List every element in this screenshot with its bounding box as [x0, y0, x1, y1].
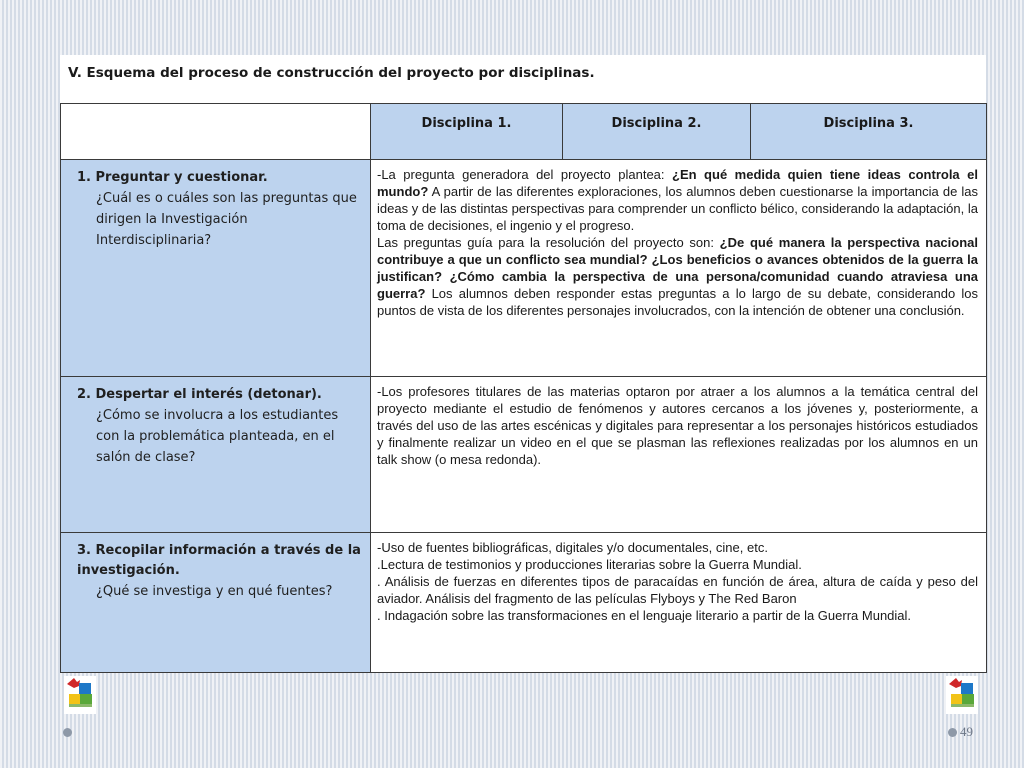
page-number: 49: [960, 724, 973, 739]
table-title: V. Esquema del proceso de construcción del proyecto por disciplinas.: [68, 65, 595, 81]
header-blank-cell: [61, 104, 371, 160]
text-segment: -Uso de fuentes bibliográficas, digitales y/o documentales, cine, etc.: [377, 540, 768, 555]
row-title: 3. Recopilar información a través de la investigación.: [77, 543, 361, 578]
bullet-dot-icon: [63, 728, 72, 737]
text-segment: . Análisis de fuerzas en diferentes tipos de paracaídas en función de área, altura de caída y peso del aviador. Análisis del fragmento de las películas Flyboys y The Red Baron: [377, 574, 978, 606]
row-question: ¿Cómo se involucra a los estudiantes con la problemática planteada, en el salón de clase?: [96, 408, 339, 465]
row-content: [371, 160, 987, 377]
table-row: [61, 377, 987, 533]
text-segment: .Lectura de testimonios y producciones literarias sobre la Guerra Mundial.: [377, 557, 802, 572]
header-discipline-1: Disciplina 1.: [371, 104, 563, 160]
puzzle-logo-icon: [946, 676, 974, 710]
header-discipline-2: Disciplina 2.: [563, 104, 751, 160]
discipline-table: [60, 103, 987, 673]
text-segment: Las preguntas guía para la resolución del proyecto son:: [377, 235, 720, 250]
row-label-cell: [61, 533, 371, 673]
text-segment: -La pregunta generadora del proyecto plantea:: [377, 167, 673, 182]
header-discipline-3: Disciplina 3.: [751, 104, 987, 160]
text-segment: . Indagación sobre las transformaciones en el lenguaje literario a partir de la Guerra Mundial.: [377, 608, 912, 623]
text-segment: Los alumnos deben responder estas preguntas a lo largo de su debate, considerando los puntos de vista de los diferentes personajes involucrados, con la intención de obtener una conclusión.: [377, 286, 978, 318]
text-segment: A partir de las diferentes exploraciones, los alumnos deben cuestionarse la importancia de las ideas y de las distintas perspectivas para comprender un conflicto bélico, considerando la adaptación, la toma de decisiones, el ingenio y el progreso.: [377, 184, 978, 233]
puzzle-logo-svg: [64, 676, 96, 714]
header-row: [61, 104, 987, 160]
row-label-cell: [61, 377, 371, 533]
row-question: ¿Cuál es o cuáles son las preguntas que dirigen la Investigación Interdisciplinaria?: [96, 191, 357, 248]
row-title: 1. Preguntar y cuestionar.: [77, 170, 268, 185]
puzzle-logo-svg: [946, 676, 978, 714]
document-sheet: [60, 55, 986, 623]
bold-text-segment: ¿En qué medida quien tiene ideas controla el mundo?: [377, 167, 978, 199]
bold-text-segment: ¿De qué manera la perspectiva nacional contribuye a que un conflicto sea mundial? ¿Los beneficios o avances obtenidos de la guerra la justifican? ¿Cómo cambia la perspectiva de una persona/comunidad cuando atraviesa una guerra?: [377, 235, 978, 301]
text-segment: -Los profesores titulares de las materias optaron por atraer a los alumnos a la temática central del proyecto mediante el estudio de fenómenos y autores cercanos a los jóvenes y, posteriormente, a través del uso de las artes escénicas y digitales para representar a los personajes históricos estudiados y finalmente realizar un video en el que se plasman las reflexiones realizadas por los alumnos en un talk show (o mesa redonda).: [377, 384, 978, 467]
puzzle-logo-icon: [64, 676, 92, 710]
row-title: 2. Despertar el interés (detonar).: [77, 387, 322, 402]
bullet-dot-icon: [948, 728, 957, 737]
table-row: [61, 533, 987, 673]
row-label-cell: [61, 160, 371, 377]
row-content: [371, 377, 987, 533]
row-question: ¿Qué se investiga y en qué fuentes?: [96, 584, 333, 599]
row-content: [371, 533, 987, 673]
table-row: [61, 160, 987, 377]
